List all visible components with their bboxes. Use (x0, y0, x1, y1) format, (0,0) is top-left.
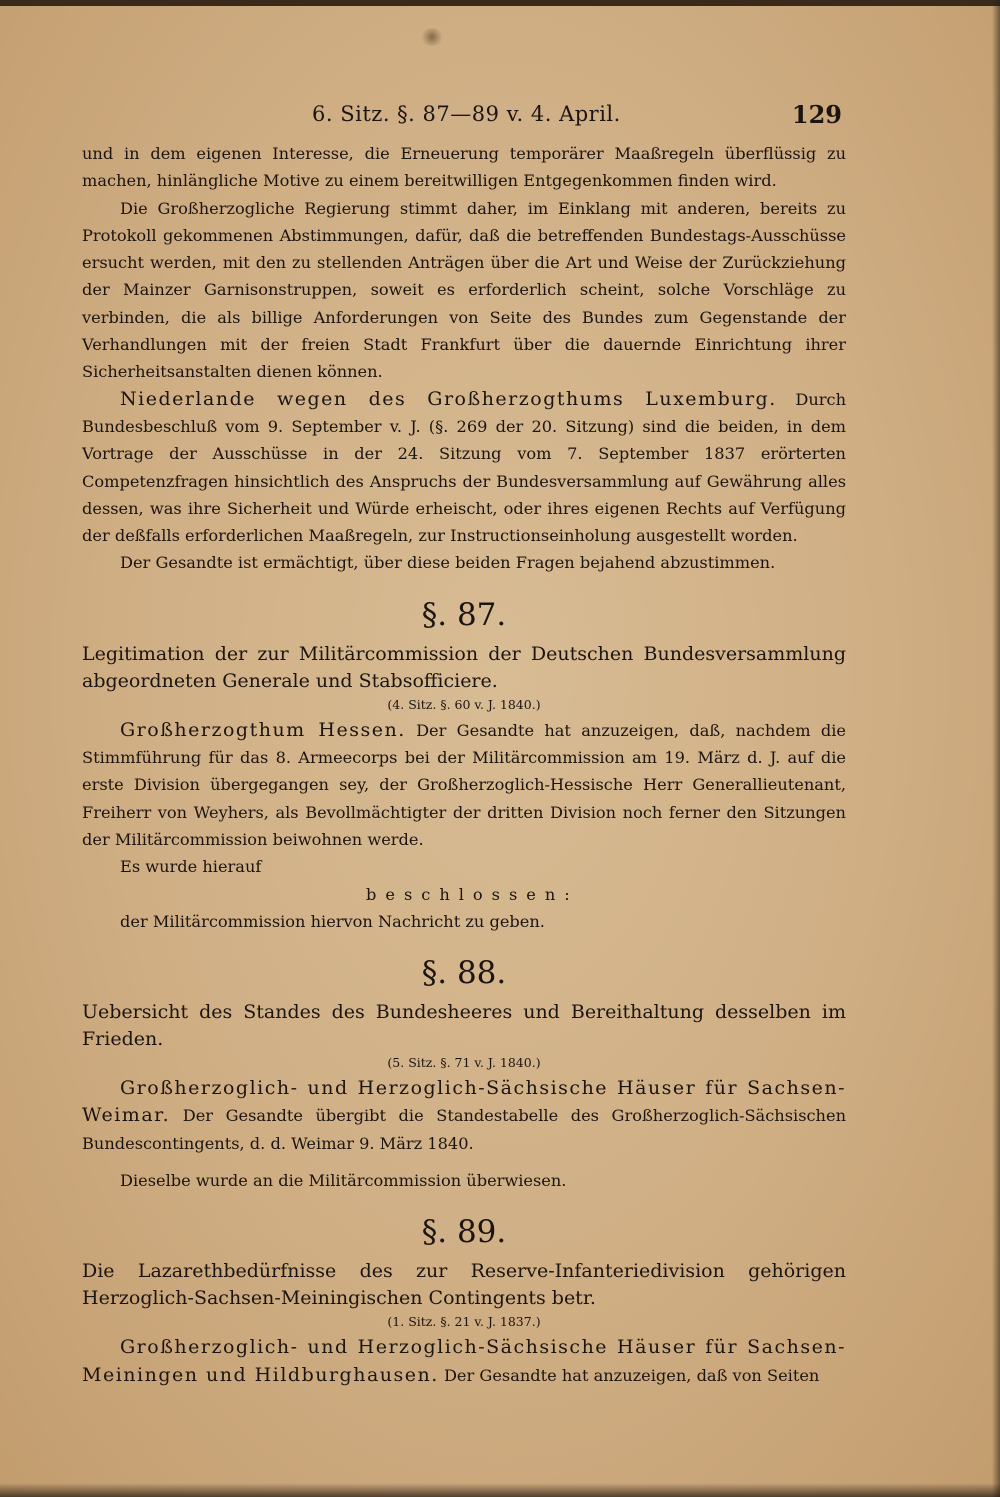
section-88-body (82, 1075, 846, 1157)
section-87-resolved-word: beschlossen: (366, 884, 579, 904)
paragraph-continuation: und in dem eigenen Interesse, die Erneuerung temporärer Maaßregeln überflüssig zu machen, hinlängliche Motive zu einem bereitwilligen Entgegenkommen finden wird. (82, 144, 846, 191)
section-89-body (82, 1334, 846, 1389)
section-88-closing: Dieselbe wurde an die Militärcommission überwiesen. (120, 1171, 567, 1191)
section-89-lead: Großherzoglich- und Herzoglich-Sächsische Häuser für Sachsen-Meiningen und Hildburghausen. (82, 1336, 846, 1386)
section-89-text: Der Gesandte hat anzuzeigen, daß von Seiten (438, 1365, 820, 1385)
paragraph-niederlande-lead: Niederlande wegen des Großherzogthums Luxemburg. (120, 387, 777, 410)
section-87-resolved-intro: Es wurde hierauf (120, 857, 262, 877)
bottom-page-edge (0, 1483, 1000, 1497)
section-88-reference: (5. Sitz. §. 71 v. J. 1840.) (387, 1055, 541, 1071)
section-87-lead: Großherzogthum Hessen. (120, 718, 406, 741)
running-head-title: 6. Sitz. §. 87—89 v. 4. April. (312, 102, 621, 126)
page-number: 129 (791, 100, 842, 129)
paragraph-regierung: Die Großherzogliche Regierung stimmt daher, im Einklang mit anderen, bereits zu Protokoll gekommenen Abstimmungen, dafür, daß die betreffenden Bundestags-Ausschüsse ersucht werden, mit den zu stellenden Anträgen über die Art und Weise der Zurückziehung der Mainzer Garnisonstruppen, soweit es erforderlich scheint, solche Vorschläge zu verbinden, die als billige Anforderungen von Seite des Bundes zum Gegenstande der Verhandlungen mit der freien Stadt Frankfurt über die dauernde Einrichtung ihrer Sicherheitsanstalten dienen können. (82, 198, 846, 382)
ink-smudge (420, 28, 444, 46)
running-head (82, 98, 846, 140)
section-88-number: §. 88. (421, 955, 507, 992)
section-89-reference: (1. Sitz. §. 21 v. J. 1837.) (387, 1314, 541, 1330)
section-87-reference: (4. Sitz. §. 60 v. J. 1840.) (387, 696, 541, 712)
section-89-title: Die Lazarethbedürfnisse des zur Reserve-Infanteriedivision gehörigen Herzoglich-Sachsen-Meiningischen Contingents betr. (82, 1260, 846, 1310)
right-page-edge (992, 0, 1000, 1497)
paragraph-gesandte: Der Gesandte ist ermächtigt, über diese beiden Fragen bejahend abzustimmen. (120, 553, 776, 573)
section-87-body (82, 717, 846, 853)
section-87-number: §. 87. (421, 596, 507, 633)
section-88-text: Der Gesandte übergibt die Standestabelle des Großherzoglich-Sächsischen Bundescontingents, d. d. Weimar 9. März 1840. (82, 1106, 846, 1153)
section-88-title: Uebersicht des Standes des Bundesheeres und Bereithaltung desselben im Frieden. (82, 1001, 846, 1051)
section-89-number: §. 89. (421, 1214, 507, 1251)
section-87-title: Legitimation der zur Militärcommission der Deutschen Bundesversammlung abgeordneten Generale und Stabsofficiere. (82, 642, 846, 692)
paragraph-niederlande-body: Durch Bundesbeschluß vom 9. September v. J. (§. 269 der 20. Sitzung) sind die beiden, in dem Vortrage der Ausschüsse in der 24. Sitzung vom 7. September 1837 erörterten Competenzfragen hinsichtlich des Anspruchs der Bundesversammlung auf Gewährung alles dessen, was ihre Sicherheit und Würde erheischt, oder ihres eigenen Rechts auf Verfügung der deßfalls erforderlichen Maaßregeln, zur Instructionseinholung ausgestellt worden. (82, 389, 847, 546)
section-87-resolution: der Militärcommission hiervon Nachricht zu geben. (120, 911, 545, 931)
page-content (82, 98, 846, 1389)
section-88-lead: Großherzoglich- und Herzoglich-Sächsische Häuser für Sachsen-Weimar. (82, 1077, 846, 1127)
section-87-text: Der Gesandte hat anzuzeigen, daß, nachdem die Stimmführung für das 8. Armeecorps bei der Militärcommission am 19. März d. J. auf die erste Division übergegangen sey, der Großherzoglich-Hessische Herr Generallieutenant, Freiherr von Weyhers, als Bevollmächtigter der dritten Division noch ferner den Sitzungen der Militärcommission beiwohnen werde. (82, 720, 846, 849)
paragraph-niederlande (82, 386, 846, 550)
top-page-edge (0, 0, 1000, 6)
